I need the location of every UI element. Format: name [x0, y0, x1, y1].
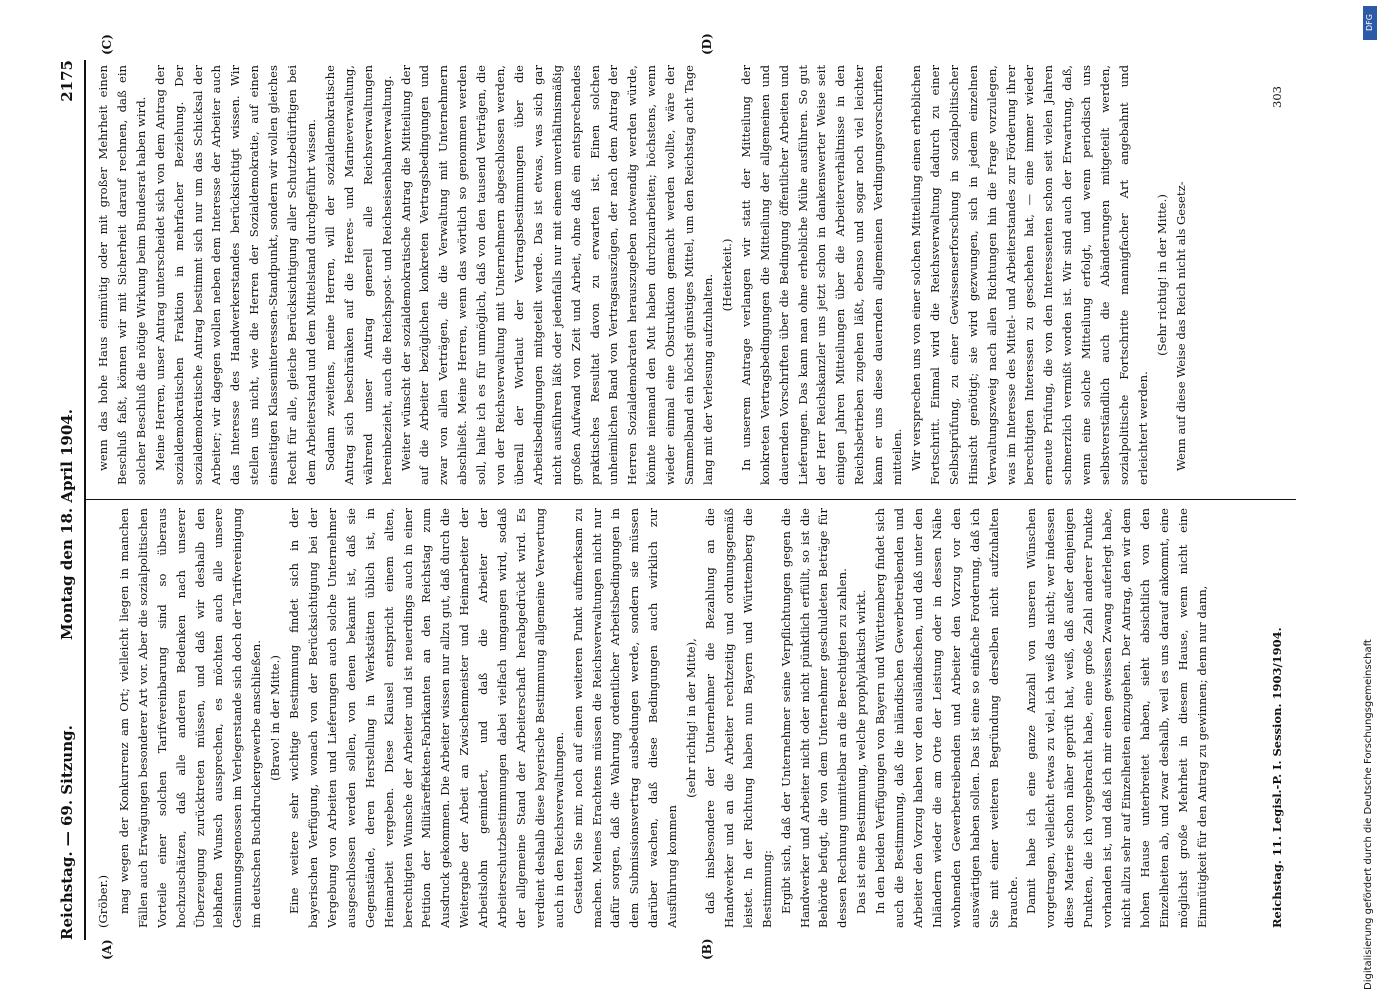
dfg-logo: DFG	[1363, 6, 1377, 40]
header-rule	[84, 60, 86, 940]
sheet-number: 303	[1270, 86, 1284, 108]
footer-session: Reichstag. 11. Legisl.-P. I. Session. 1903/1904.	[1270, 627, 1284, 928]
interjection: (sehr richtig! in der Mitte),	[684, 638, 699, 798]
margin-letter-b: (B)	[700, 938, 714, 960]
margin-letter-d: (D)	[700, 33, 714, 55]
digitization-credit	[1359, 0, 1383, 1000]
quoted-provision: Ergibt sich, daß der Unternehmer seine Verpflichtungen gegen die Handwerker und Arbeiter nicht oder nicht pünktlich erfüllt, so ist die Behörde befugt, die von dem Unternehmer geschuldeten Beträge für dessen Rechnung unmittelbar an die Berechtigten zu zahlen.	[778, 508, 850, 928]
right-column	[94, 65, 1294, 485]
paragraph: Eine weitere sehr wichtige Bestimmung findet sich in der bayerischen Verfügung, wonach von der Berücksichtigung bei der Vergebung von Arbeiten und Lieferungen auch solche Unternehmer ausgeschlossen werden sollen, von denen bekannt ist, daß sie Gegenstände, deren Herstellung in Werkstätten üblich ist, in Heimarbeit vergeben. Diese Klausel entspricht einem alten, berechtigten Wunsche der Arbeiter und ist neuerdings auch in einer Petition der Militäreffekten-Fabrikanten an den Reichstag zum Ausdruck gekommen. Die Arbeiter wissen nur allzu gut, daß durch die Weitergabe der Arbeit an Zwischenmeister und Heimarbeiter der Arbeitslohn gemindert, und daß die Arbeiter der Arbeiterschutzbestimmungen dabei vielfach umgangen wird, sodaß der allgemeine Stand der Arbeiterschaft herabgedrückt wird. Es verdient deshalb diese bayerische Bestimmung allgemeine Verwertung auch in den Reichsverwaltungen.	[287, 508, 566, 928]
paragraph: Damit habe ich eine ganze Anzahl von unseren Wünschen vorgetragen, vielleicht etwas zu viel, ich weiß das nicht; wer indessen diese Materie schon näher geprüft hat, weiß, daß außer denjenigen Punkten, die ich vorgebracht habe, eine große Zahl anderer Punkte vorhanden ist, und daß ich mir einen gewissen Zwang auferlegt habe, nicht allzu sehr auf Einzelheiten einzugehen. Der Antrag, den wir dem hohen Hause unterbreitet haben, sieht absichtlich von den Einzelheiten ab, und zwar deshalb, weil es uns darauf ankommt, eine möglichst große Mehrheit in diesem Hause, wenn nicht eine Einmütigkeit für den Antrag zu gewinnen; denn nur dann,	[1024, 508, 1209, 928]
speaker-name: (Gröber.)	[96, 874, 110, 928]
paragraph: Das ist eine Bestimmung, welche prophylaktisch wirkt.	[854, 589, 869, 914]
interjection: (Heiterkeit.)	[719, 238, 734, 312]
paragraph: Meine Herren, unser Antrag unterscheidet sich von dem Antrag der sozialdemokratischen Fraktion in mehrfacher Beziehung. Der sozialdemokratische Antrag bestimmt sich nur um das Schicksal der Arbeiter; wir dagegen wollen neben dem Interesse der Arbeiter auch das Interesse des Handwerkerstandes berücksichtigt wissen. Wir stellen uns nicht, wie die Herren der Sozialdemokratie, auf einen einseitigen Klasseninteressen-Standpunkt, sondern wir wollen gleiches Recht für alle, gleiche Berücksichtigung aller Schutzbedürftigen bei dem Arbeiterstand und dem Mittelstand durchgeführt wissen.	[152, 65, 318, 485]
interjection: (Sehr richtig! in der Mitte.)	[1154, 194, 1169, 356]
margin-letter-a: (A)	[100, 939, 114, 960]
paragraph: wenn das hohe Haus einmütig oder mit großer Mehrheit einen Beschluß faßt, können wir mit Sicherheit darauf rechnen, daß ein solcher Beschluß die nötige Wirkung beim Bundesrat haben wird.	[96, 65, 148, 485]
paragraph: Sodann zweitens, meine Herren, will der sozialdemokratische Antrag sich beschränken auf die Heeres- und Marineverwaltung, während unser Antrag generell alle Reichsverwaltungen hereinbezieht, auch die Reichspost- und Reichseisenbahnverwaltung.	[322, 65, 394, 485]
paragraph: In den beiden Verfügungen von Bayern und Württemberg findet sich auch die Bestimmung, daß die inländischen Gewerbetreibenden und Arbeiter den Vorzug haben vor den ausländischen, und daß unter den Inländern wieder die am Orte der Leistung oder in dessen Nähe wohnenden Gewerbetreibenden und Arbeiter den Vorzug vor den auswärtigen haben sollen. Das ist eine so einfache Forderung, daß ich Sie mit einer weiteren Begründung derselben nicht aufzuhalten brauche.	[873, 508, 1020, 928]
paragraph: daß insbesondere der Unternehmer die Bezahlung an die Handwerker und an die Arbeiter rechtzeitig und ordnungsgemäß leistet. In der Richtung haben nun Bayern und Württemberg die Bestimmung:	[703, 508, 774, 928]
paragraph: Gestatten Sie mir, noch auf einen weiteren Punkt aufmerksam zu machen. Meines Erachtens müssen die Reichsverwaltungen nicht nur dafür sorgen, daß die Wahrung ordentlicher Arbeitsbedingungen in dem Submissionsvertrag ausbedungen werde, sondern sie müssen darüber wachen, daß diese Bedingungen auch wirklich zur Ausführung kommen	[570, 508, 680, 928]
left-column	[94, 508, 1294, 928]
paragraph: Wir versprechen uns von einer solchen Mitteilung einen erheblichen Fortschritt. Einmal wird die Reichsverwaltung dadurch zu einer Selbstprüfung, zu einer Gewissenserforschung in sozialpolitischer Hinsicht genötigt; sie wird gezwungen, sich in jedem einzelnen Verwaltungszweig nach allen Richtungen hin die Frage vorzulegen, was im Interesse des Mittel- und Arbeiterstandes zur Förderung ihrer berechtigten Interessen zu geschehen hat, — eine immer wieder erneute Prüfung, die von den Interessenten schon seit vielen Jahren schmerzlich vermißt worden ist. Wir sind auch der Erwartung, daß, wenn eine solche Mitteilung erfolgt, und wenn periodisch uns selbstverständlich auch die Abänderungen mitgeteilt werden, sozialpolitische Fortschritte mannigfacher Art angebahnt und erleichtert werden.	[908, 65, 1150, 485]
running-header	[58, 60, 80, 940]
interjection: (Bravo! in der Mitte.)	[268, 655, 283, 781]
credit-text: Digitalisierung gefördert durch die Deutsche Forschungsgemeinschaft	[1363, 639, 1374, 990]
paragraph: In unserem Antrage verlangen wir statt der Mitteilung der konkreten Vertragsbedingungen die Mitteilung der allgemeinen und dauernden Vorschriften über die Bedingung öffentlicher Arbeiten und Lieferungen. Das kann man ohne erhebliche Mühe ausführen. So gut der Herr Reichskanzler uns jetzt schon in dankenswerter Weise seit einigen Jahren Mitteilungen über die Arbeiterverhältnisse in den Reichsbetrieben zugehen läßt, ebenso und sogar noch viel leichter kann er uns diese dauernden allgemeinen Verdingungsvorschriften mitteilen.	[738, 65, 905, 485]
margin-letter-c: (C)	[100, 34, 114, 55]
header-center: Montag den 18. April 1904.	[58, 409, 76, 640]
column-divider	[86, 499, 1296, 500]
paragraph: Wenn auf diese Weise das Reich nicht als Gesetz-	[1173, 181, 1188, 471]
header-left: Reichstag. — 69. Sitzung.	[58, 725, 76, 940]
paragraph: mag wegen der Konkurrenz am Ort; vielleicht liegen in manchen Fällen auch Erwägungen besonderer Art vor. Aber die sozialpolitischen Vorteile einer solchen Tarifvereinbarung sind so überaus hochzuschätzen, daß alle anderen Bedenken nach unserer Überzeugung zurücktreten müssen, und daß wir deshalb den lebhaften Wunsch aussprechen, es möchten auch alle unsere Gesinnungsgenossen im Verlegerstande sich doch der Tarifvereinigung im deutschen Buchdruckergewerbe anschließen.	[116, 508, 264, 928]
page-number: 2175	[58, 60, 76, 102]
footer	[1270, 86, 1284, 928]
paragraph: Weiter wünscht der sozialdemokratische Antrag die Mitteilung der auf die Arbeiter bezüglichen konkreten Vertragsbedingungen und zwar von allen Verträgen, die die Verwaltung mit Unternehmern abschließt. Meine Herren, wenn das wörtlich so genommen werden soll, halte ich es für unmöglich, daß von den tausend Verträgen, die von der Reichsverwaltung mit Unternehmern abgeschlossen werden, überall der Wortlaut der Vertragsbestimmungen über die Arbeitsbedingungen mitgeteilt werde. Das ist etwas, was sich gar nicht ausführen läßt oder jedenfalls nur mit einem unverhältnismäßig großen Aufwand von Zeit und Arbeit, ohne daß ein entsprechendes praktisches Resultat davon zu erwarten ist. Einen solchen unheimlichen Band von Vertragsauszügen, der nach dem Antrag der Herren Sozialdemokraten herauszugeben notwendig werden würde, könnte niemand den Mut haben durchzuarbeiten; höchstens, wenn wieder einmal eine Obstruktion gemacht werden wollte, wäre der Sammelband ein höchst günstiges Mittel, um den Reichstag acht Tage lang mit der Verlesung aufzuhalten.	[398, 65, 715, 485]
